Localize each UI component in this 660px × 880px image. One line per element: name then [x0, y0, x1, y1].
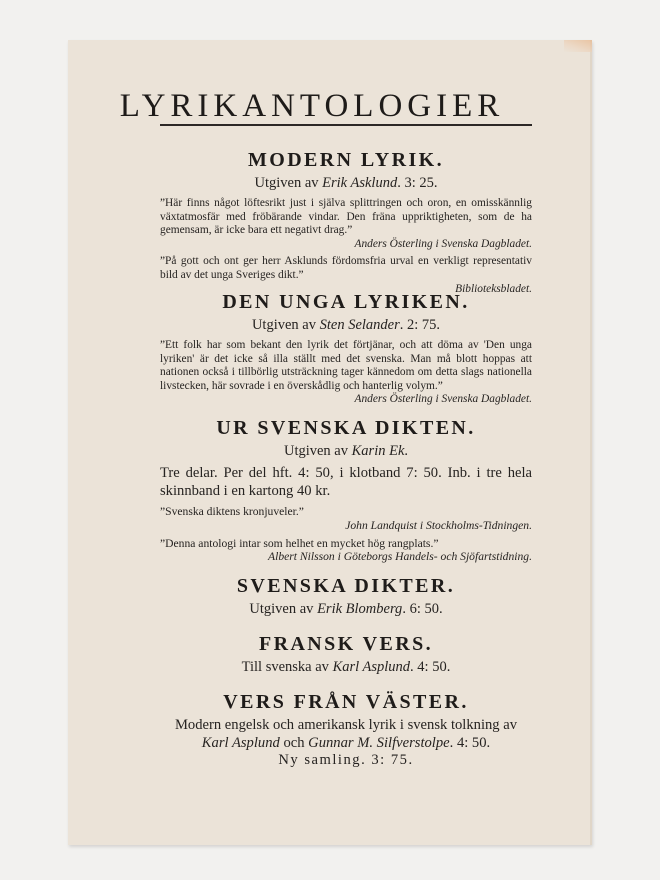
- section-vers-fran-vaster: [160, 690, 532, 770]
- quote-source: Anders Österling i Svenska Dagbladet.: [354, 393, 532, 406]
- heading-rule: [160, 124, 532, 126]
- byline-prefix: Utgiven av: [249, 601, 318, 617]
- byline-price: . 3: 25.: [397, 175, 438, 191]
- byline-prefix: Utgiven av: [251, 317, 320, 333]
- torn-corner: [564, 40, 592, 52]
- quote-source: Albert Nilsson i Göteborgs Handels- och Sjöfartstidning.: [268, 550, 532, 564]
- review-quote: [160, 505, 532, 533]
- translators-line: [160, 735, 532, 753]
- section-title: MODERN LYRIK.: [247, 149, 445, 171]
- section-title: VERS FRÅN VÄSTER.: [223, 691, 469, 713]
- section-fransk-vers: [160, 632, 532, 677]
- translator-name: Karl Asplund: [201, 734, 280, 751]
- editor-name: Karin Ek: [351, 443, 405, 459]
- section-byline: [160, 600, 532, 619]
- review-quote: [160, 339, 532, 407]
- byline-prefix: Utgiven av: [283, 443, 352, 459]
- quote-text: ”Denna antologi intar som helhet en mycket hög rangplats.”: [160, 536, 439, 550]
- byline-prefix: Till svenska av: [241, 659, 333, 675]
- page-heading: LYRIKANTOLOGIER: [119, 88, 505, 124]
- price: . 4: 50.: [449, 734, 491, 751]
- byline-price: . 2: 75.: [399, 317, 441, 333]
- quote-text: ”Här finns något löftesrikt just i själva splittringen och oron, en omisskännlig växtatmosfär med fröbärande vindar. Den fräna uppriktigheten, som de ha gemensam, är icke bara ett negativt drag.”: [160, 197, 532, 237]
- new-collection-line: Ny samling. 3: 75.: [278, 752, 414, 768]
- section-byline: [160, 316, 532, 335]
- byline-price: . 4: 50.: [410, 659, 451, 675]
- quote-source: Biblioteksbladet.: [455, 282, 532, 295]
- editor-name: Erik Asklund: [322, 175, 398, 191]
- section-title: SVENSKA DIKTER.: [236, 575, 456, 597]
- edition-details: Tre delar. Per del hft. 4: 50, i klotband 7: 50. Inb. i tre hela skinnband i en kartong 40 kr.: [160, 465, 532, 499]
- editor-name: Sten Selander: [319, 317, 400, 333]
- quote-text: ”Svenska diktens kronjuveler.”: [160, 505, 304, 518]
- description-line: Modern engelsk och amerikansk lyrik i svensk tolkning av: [174, 717, 518, 733]
- byline-price: .: [404, 443, 409, 459]
- section-ur-svenska-dikten: [160, 416, 532, 564]
- section-modern-lyrik: [160, 148, 532, 296]
- byline-prefix: Utgiven av: [254, 175, 323, 191]
- conjunction: och: [279, 734, 309, 751]
- section-byline: [160, 174, 532, 193]
- section-den-unga-lyriken: [160, 290, 532, 407]
- section-byline: [160, 442, 532, 461]
- editor-name: Erik Blomberg: [317, 601, 403, 617]
- section-title: DEN UNGA LYRIKEN.: [222, 291, 470, 313]
- review-quote: [160, 197, 532, 251]
- section-title: UR SVENSKA DIKTEN.: [216, 417, 476, 439]
- section-byline: [160, 658, 532, 677]
- quote-source: John Landquist i Stockholms-Tidningen.: [345, 518, 532, 532]
- byline-price: . 6: 50.: [402, 601, 443, 617]
- translator-name: Karl Asplund: [332, 659, 411, 675]
- quote-source: Anders Österling i Svenska Dagbladet.: [354, 237, 532, 250]
- translator-name: Gunnar M. Silfverstolpe: [308, 734, 450, 751]
- section-title: FRANSK VERS.: [258, 633, 433, 655]
- section-svenska-dikter: [160, 574, 532, 619]
- quote-text: ”Ett folk har som bekant den lyrik det förtjänar, och att döma av 'Den unga lyriken' är det icke så illa ställt med det svenska. Man må blott hoppas att nationen också i tillbörlig utsträckning tager kännedom om detta slags nationella livstecken, här sovrade i en överskådlig och hanterlig volym.”: [160, 339, 532, 392]
- review-quote: [160, 537, 532, 565]
- quote-text: ”På gott och ont ger herr Asklunds fördomsfria urval en verkligt representativ bild av det unga Sveriges dikt.”: [160, 255, 532, 281]
